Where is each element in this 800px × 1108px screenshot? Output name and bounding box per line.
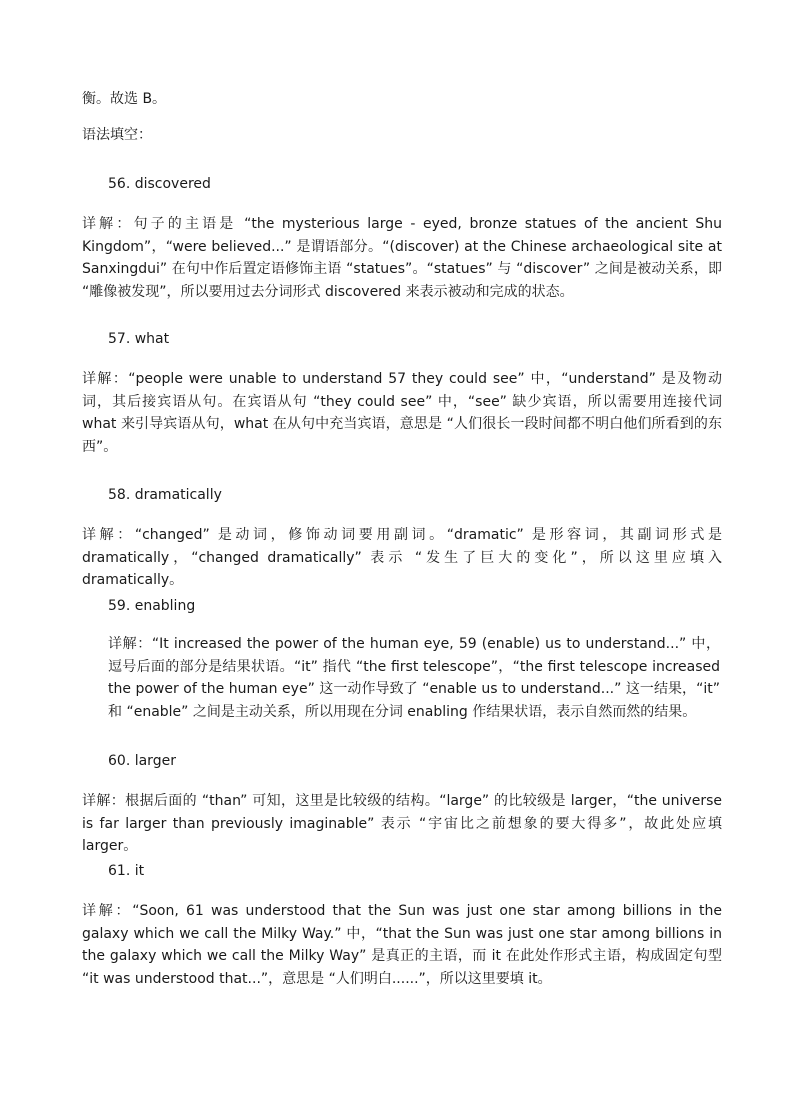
section-title: 语法填空： bbox=[82, 127, 152, 143]
item-heading-57: 57. what bbox=[108, 331, 170, 347]
item-heading-60: 60. larger bbox=[108, 753, 176, 769]
item-explanation-60: 详解：根据后面的 “than” 可知，这里是比较级的结构。“large” 的比较级是 larger，“the universe is far larger than previously imaginable” 表示 “宇宙比之前想象的要大得多”，故此处应填 larger。 bbox=[82, 793, 722, 854]
item-explanation-58: 详解：“changed” 是动词，修饰动词要用副词。“dramatic” 是形容词，其副词形式是 dramatically，“changed dramatically” 表示 “发生了巨大的变化”，所以这里应填入 dramatically。 bbox=[82, 527, 722, 588]
item-explanation-56: 详解：句子的主语是 “the mysterious large - eyed, bronze statues of the ancient Shu Kingdom”，“were believed...” 是谓语部分。“(discover) at the Chinese archaeological site at Sanxingdui” 在句中作后置定语修饰主语 “statues”。“statues” 与 “discover” 之间是被动关系，即 “雕像被发现”，所以要用过去分词形式 discovered 来表示被动和完成的状态。 bbox=[82, 216, 722, 300]
item-heading-58: 58. dramatically bbox=[108, 487, 222, 503]
item-explanation-59: 详解：“It increased the power of the human eye, 59 (enable) us to understand...” 中，逗号后面的部分是结果状语。“it” 指代 “the first telescope”，“the first telescope increased the power of the human eye” 这一动作导致了 “enable us to understand...” 这一结果，“it” 和 “enable” 之间是主动关系，所以用现在分词 enabling 作结果状语，表示自然而然的结果。 bbox=[108, 636, 720, 720]
item-heading-56: 56. discovered bbox=[108, 176, 211, 192]
item-explanation-61: 详解：“Soon, 61 was understood that the Sun was just one star among billions in the galaxy which we call the Milky Way.” 中，“that the Sun was just one star among billions in the galaxy which we call the Milky Way” 是真正的主语，而 it 在此处作形式主语，构成固定句型 “it was understood that...”，意思是 “人们明白......”，所以这里要填 it。 bbox=[82, 903, 722, 987]
item-explanation-57: 详解：“people were unable to understand 57 they could see” 中，“understand” 是及物动词，其后接宾语从句。在宾语从句 “they could see” 中，“see” 缺少宾语，所以需要用连接代词 what 来引导宾语从句，what 在从句中充当宾语，意思是 “人们很长一段时间都不明白他们所看到的东西”。 bbox=[82, 371, 722, 455]
item-heading-61: 61. it bbox=[108, 863, 145, 879]
item-heading-59: 59. enabling bbox=[108, 598, 196, 614]
intro-line: 衡。故选 B。 bbox=[82, 91, 167, 107]
